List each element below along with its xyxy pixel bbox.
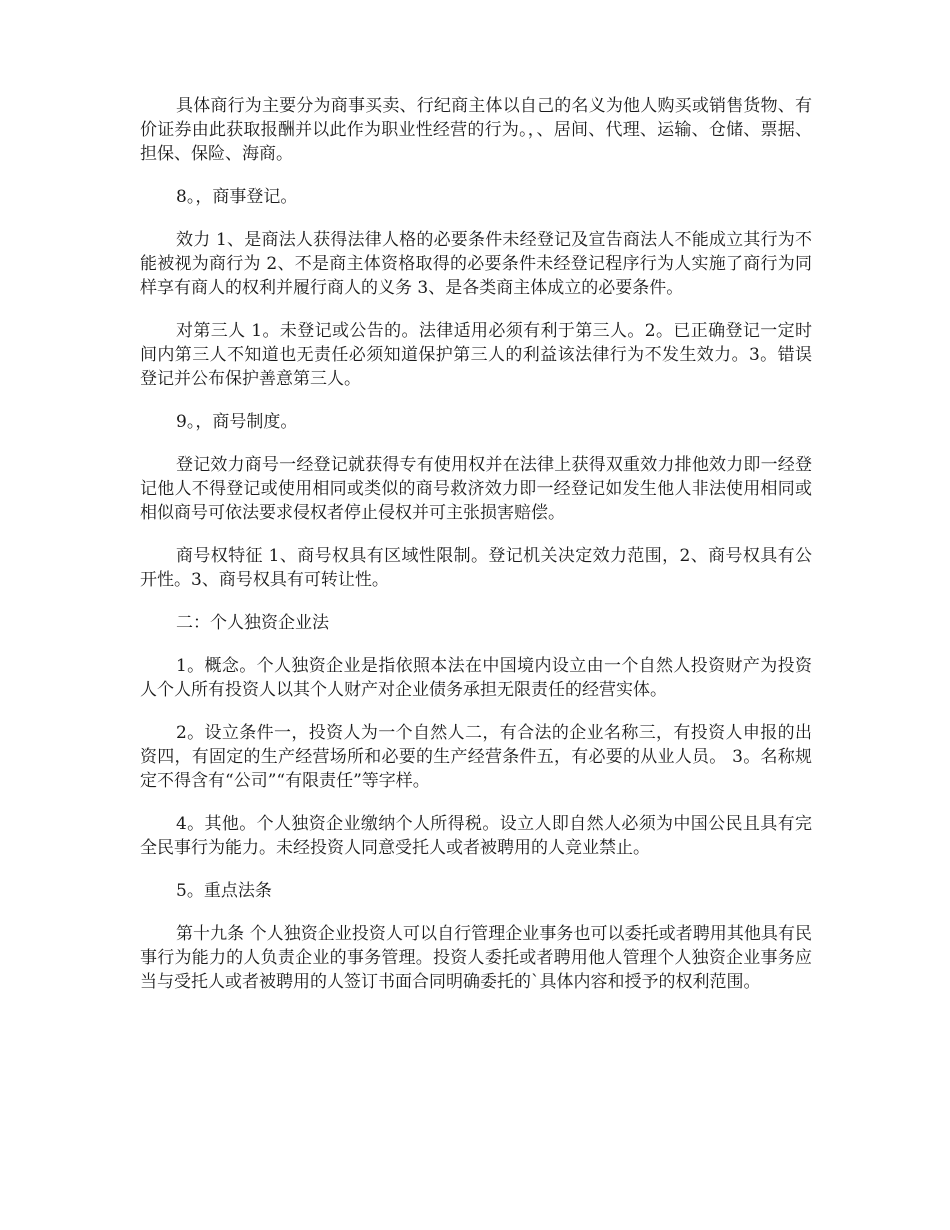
heading-key-articles: 5。重点法条: [176, 881, 272, 901]
paragraph-concept: 1。概念。个人独资企业是指依照本法在中国境内设立由一个自然人投资财产为投资人个人所有投资人以其个人财产对企业债务承担无限责任的经营实体。: [140, 656, 812, 700]
paragraph-trade-name-features: 商号权特征 1、商号权具有区域性限制。登记机关决定效力范围，2、商号权具有公开性。3、商号权具有可转让性。: [140, 546, 812, 590]
paragraph-commercial-acts: 具体商行为主要分为商事买卖、行纪商主体以自己的名义为他人购买或销售货物、有价证券由此获取报酬并以此作为职业性经营的行为。，、居间、代理、运输、仓储、票据、担保、保险、海商。: [140, 96, 812, 164]
document-body: [140, 94, 812, 1013]
paragraph-other: 4。其他。个人独资企业缴纳个人所得税。设立人即自然人必须为中国公民且具有完全民事行为能力。未经投资人同意受托人或者被聘用的人竞业禁止。: [140, 814, 812, 858]
heading-sole-proprietorship-law: 二：个人独资企业法: [176, 613, 329, 633]
paragraph-establishment-conditions: 2。设立条件一，投资人为一个自然人二，有合法的企业名称三，有投资人申报的出资四，有固定的生产经营场所和必要的生产经营条件五，有必要的从业人员。 3。名称规定不得含有“公司”“有限责任”等字样。: [140, 723, 812, 791]
paragraph-article-19: 第十九条 个人独资企业投资人可以自行管理企业事务也可以委托或者聘用其他具有民事行为能力的人负责企业的事务管理。投资人委托或者聘用他人管理个人独资企业事务应当与受托人或者被聘用的人签订书面合同明确委托的`具体内容和授予的权利范围。: [140, 924, 812, 992]
paragraph-registration-effect: 效力 1、是商法人获得法律人格的必要条件未经登记及宣告商法人不能成立其行为不能被视为商行为 2、不是商主体资格取得的必要条件未经登记程序行为人实施了商行为同样享有商人的权利并履行商人的义务 3、是各类商主体成立的必要条件。: [140, 230, 812, 298]
heading-trade-name-system: 9。，商号制度。: [176, 412, 298, 432]
paragraph-trade-name-registration: 登记效力商号一经登记就获得专有使用权并在法律上获得双重效力排他效力即一经登记他人不得登记或使用相同或类似的商号救济效力即一经登记如发生他人非法使用相同或相似商号可依法要求侵权者停止侵权并可主张损害赔偿。: [140, 455, 812, 523]
heading-commercial-registration: 8。，商事登记。: [176, 187, 298, 207]
paragraph-third-party: 对第三人 1。未登记或公告的。法律适用必须有利于第三人。2。已正确登记一定时间内第三人不知道也无责任必须知道保护第三人的利益该法律行为不发生效力。3。错误登记并公布保护善意第三人。: [140, 321, 812, 389]
